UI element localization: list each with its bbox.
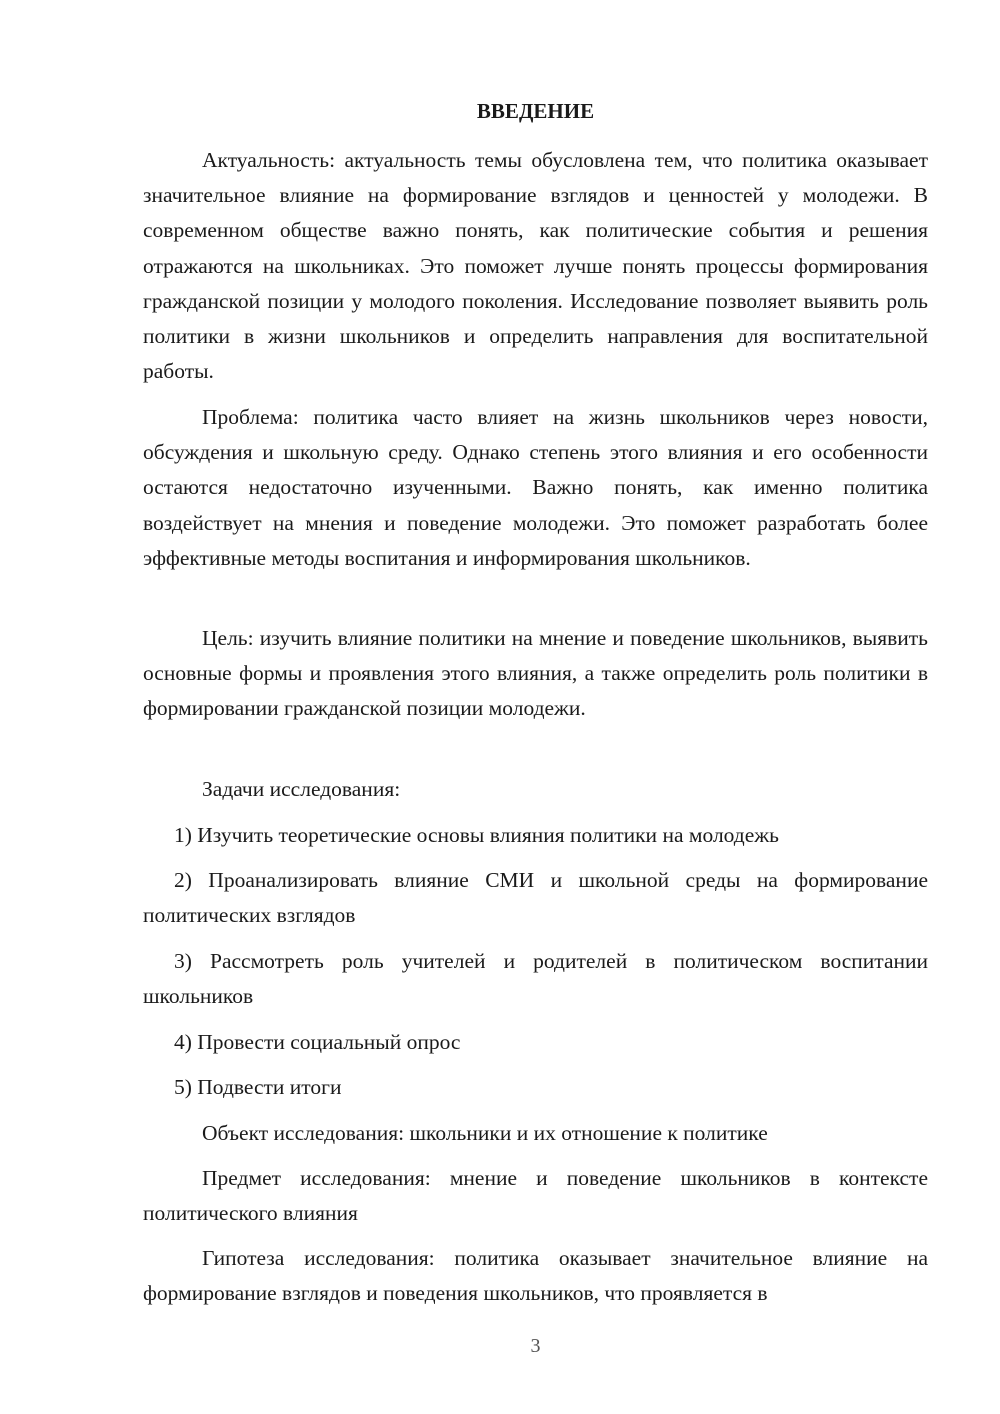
paragraph-subject: Предмет исследования: мнение и поведение школьников в контексте политического влияния (143, 1166, 928, 1226)
task-item-1: 1) Изучить теоретические основы влияния политики на молодежь (174, 823, 779, 847)
section-title: ВВЕДЕНИЕ (476, 99, 595, 123)
task-item-5: 5) Подвести итоги (174, 1075, 342, 1099)
task-item-4: 4) Провести социальный опрос (174, 1030, 461, 1054)
paragraph-actuality: Актуальность: актуальность темы обусловлена тем, что политика оказывает значительное влияние на формирование взглядов и ценностей у молодежи. В современном обществе важно понять, как политические события и решения отражаются на школьниках. Это поможет лучше понять процессы формирования гражданской позиции у молодого поколения. Исследование позволяет выявить роль политики в жизни школьников и определить направления для воспитательной работы. (143, 148, 928, 384)
tasks-heading: Задачи исследования: (202, 777, 401, 801)
paragraph-hypothesis: Гипотеза исследования: политика оказывает значительное влияние на формирование взглядов и поведения школьников, что проявляется в (143, 1246, 928, 1306)
paragraph-problem: Проблема: политика часто влияет на жизнь школьников через новости, обсуждения и школьную среду. Однако степень этого влияния и его особенности остаются недостаточно изученными. Важно понять, как именно политика воздействует на мнения и поведение молодежи. Это поможет разработать более эффективные методы воспитания и информирования школьников. (143, 405, 928, 570)
paragraph-goal: Цель: изучить влияние политики на мнение и поведение школьников, выявить основные формы и проявления этого влияния, а также определить роль политики в формировании гражданской позиции молодежи. (143, 626, 928, 721)
paragraph-object: Объект исследования: школьники и их отношение к политике (202, 1121, 768, 1145)
page-number: 3 (530, 1335, 541, 1357)
task-item-2: 2) Проанализировать влияние СМИ и школьной среды на формирование политических взглядов (143, 868, 928, 928)
task-item-3: 3) Рассмотреть роль учителей и родителей в политическом воспитании школьников (143, 949, 928, 1009)
